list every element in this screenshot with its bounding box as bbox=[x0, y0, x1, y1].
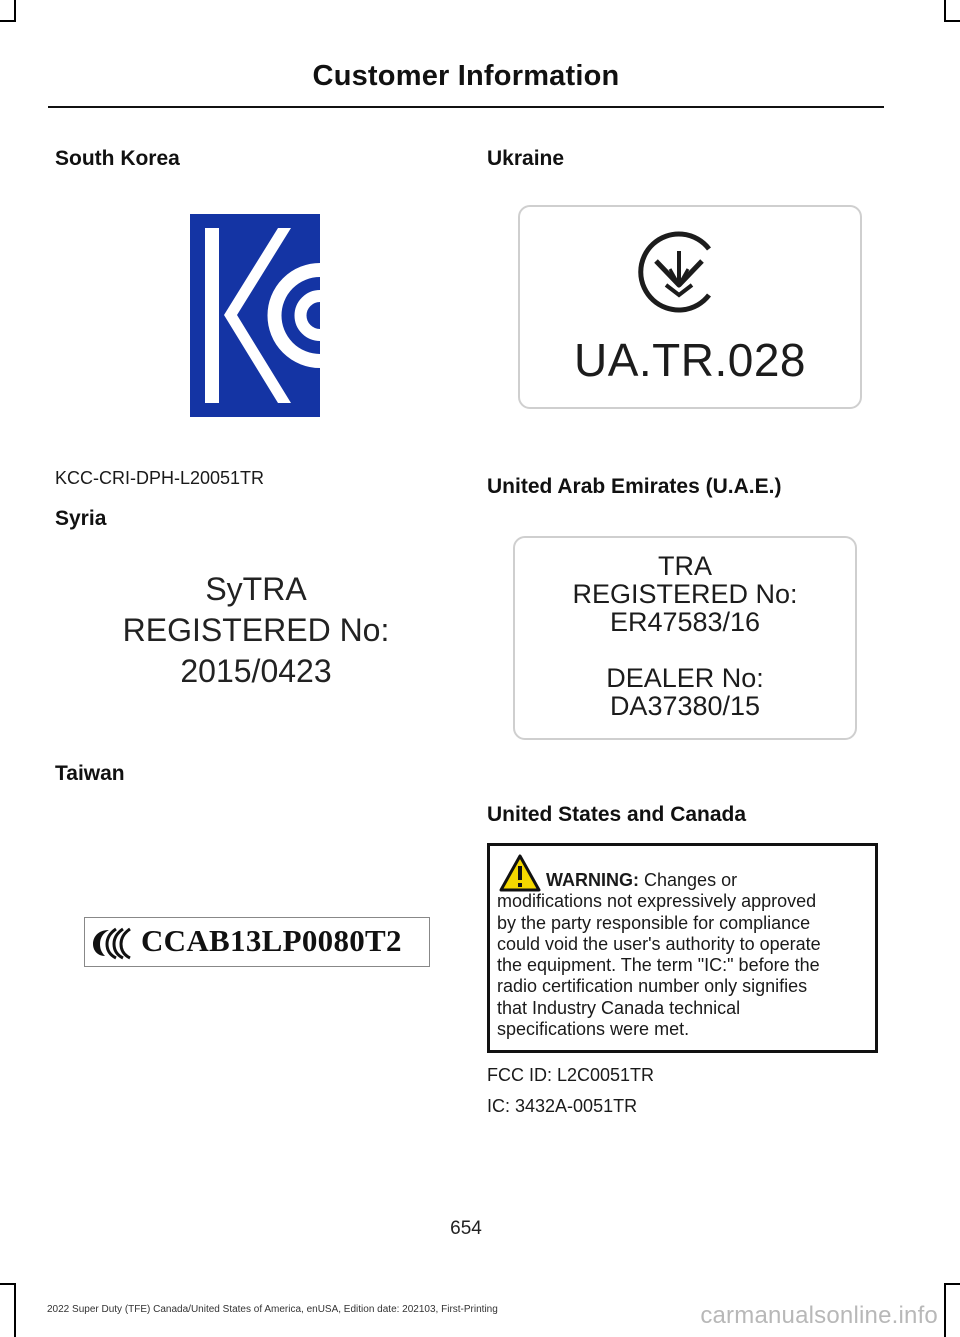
heading-syria: Syria bbox=[55, 507, 107, 530]
crop-mark bbox=[944, 0, 946, 20]
uae-label-line: REGISTERED No: bbox=[572, 579, 798, 609]
syria-label-line: REGISTERED No: bbox=[122, 612, 390, 648]
heading-ukraine: Ukraine bbox=[487, 147, 565, 170]
warning-line: radio certification number only signifies bbox=[497, 976, 808, 997]
uae-label-line: DEALER No: bbox=[606, 663, 764, 693]
footer-edition-info: 2022 Super Duty (TFE) Canada/United States of America, enUSA, Edition date: 202103, First-Printing bbox=[47, 1304, 498, 1315]
ic-number: IC: 3432A-0051TR bbox=[487, 1096, 638, 1116]
heading-south-korea: South Korea bbox=[55, 147, 180, 170]
warning-line: could void the user's authority to operate bbox=[497, 933, 821, 954]
warning-line: modifications not expressively approved bbox=[497, 891, 817, 912]
heading-uae: United Arab Emirates (U.A.E.) bbox=[487, 475, 782, 498]
kc-certification-code: KCC-CRI-DPH-L20051TR bbox=[55, 468, 265, 488]
warning-text bbox=[497, 870, 873, 1040]
uae-label bbox=[513, 536, 857, 740]
warning-line: specifications were met. bbox=[497, 1019, 690, 1040]
uae-label-line: ER47583/16 bbox=[609, 607, 761, 637]
fcc-id: FCC ID: L2C0051TR bbox=[487, 1065, 655, 1085]
crop-mark bbox=[14, 1283, 16, 1337]
crop-mark bbox=[0, 1283, 16, 1285]
taiwan-certification-code: CCAB13LP0080T2 bbox=[141, 923, 402, 958]
syria-label-line: SyTRA bbox=[205, 571, 307, 607]
uae-label-line: TRA bbox=[658, 551, 712, 581]
ukraine-label bbox=[518, 205, 862, 409]
warning-line: the equipment. The term "IC:" before the bbox=[497, 955, 820, 976]
kc-certification-mark bbox=[190, 214, 320, 417]
warning-label: WARNING: bbox=[546, 870, 639, 890]
crop-mark bbox=[944, 1283, 960, 1285]
heading-usa-canada: United States and Canada bbox=[487, 803, 747, 826]
taiwan-label bbox=[84, 917, 430, 967]
crop-mark bbox=[944, 1283, 946, 1337]
warning-box bbox=[487, 843, 878, 1053]
warning-line: Changes or bbox=[644, 870, 738, 890]
watermark: carmanualsonline.info bbox=[700, 1302, 938, 1329]
ncc-logo-icon bbox=[89, 922, 135, 962]
page-number: 654 bbox=[450, 1218, 482, 1239]
title-divider bbox=[48, 106, 884, 108]
crop-mark bbox=[0, 20, 16, 22]
crop-mark bbox=[14, 0, 16, 20]
syria-label-line: 2015/0423 bbox=[180, 653, 332, 689]
page-title: Customer Information bbox=[312, 60, 620, 92]
uae-label-line: DA37380/15 bbox=[609, 691, 761, 721]
ua-conformity-mark bbox=[636, 229, 722, 315]
warning-line: by the party responsible for compliance bbox=[497, 912, 811, 933]
heading-taiwan: Taiwan bbox=[55, 762, 125, 785]
ukraine-mark-text: UA.TR.028 bbox=[573, 334, 807, 386]
warning-line: that Industry Canada technical bbox=[497, 997, 741, 1018]
crop-mark bbox=[944, 20, 960, 22]
